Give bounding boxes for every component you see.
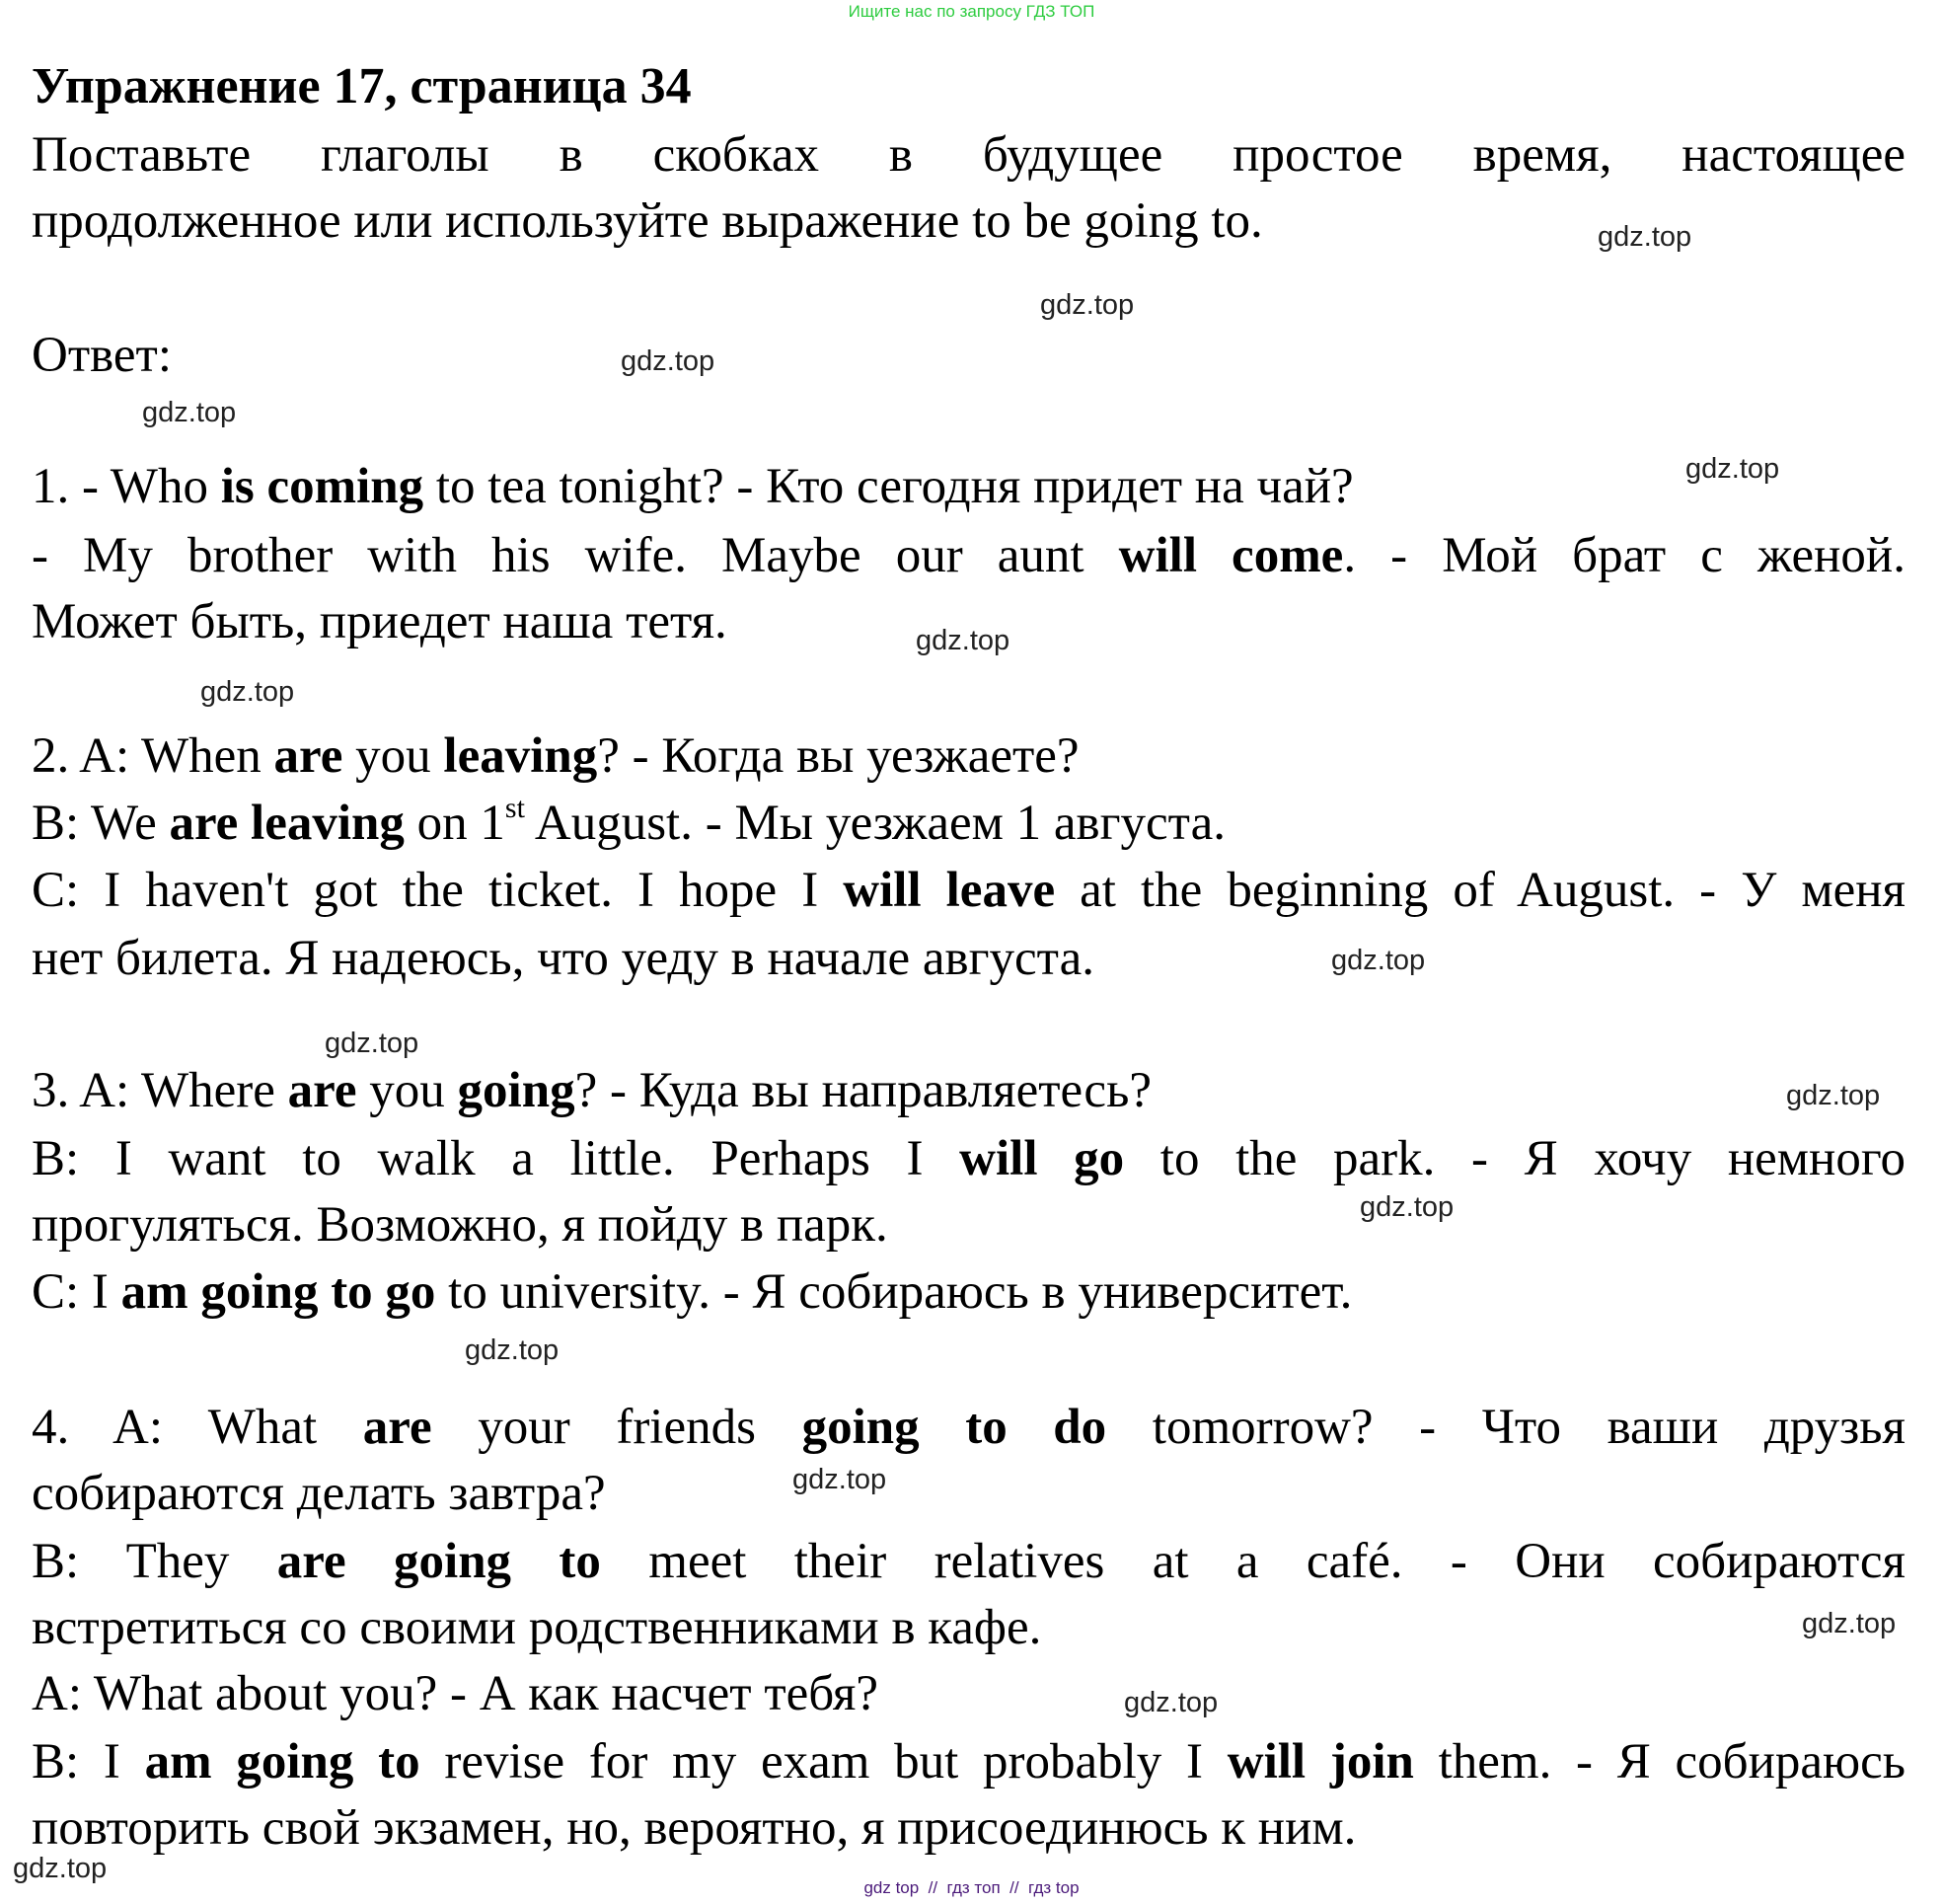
text-line — [32, 1598, 1906, 1657]
bold-answer: are leaving — [169, 796, 405, 851]
text-segment: C: I haven't got the ticket. I hope I — [32, 863, 844, 918]
text-segment: revise for my exam but probably I — [419, 1734, 1228, 1790]
watermark: gdz.top — [325, 1028, 419, 1059]
text-segment: 4. A: What — [32, 1400, 363, 1455]
text-segment: B: I want to walk a little. Perhaps I — [32, 1131, 960, 1186]
watermark: gdz.top — [1786, 1080, 1881, 1111]
bold-answer: am going to — [144, 1734, 420, 1790]
text-segment: B: They — [32, 1534, 277, 1589]
watermark: gdz.top — [1040, 289, 1135, 321]
text-segment: C: I — [32, 1264, 121, 1320]
text-segment: meet their relatives at a café. - Они собираются — [600, 1534, 1906, 1589]
text-segment: прогуляться. Возможно, я пойду в парк. — [32, 1197, 888, 1253]
text-segment: ? - Куда вы направляетесь? — [574, 1063, 1152, 1118]
text-segment: 3. A: Where — [32, 1063, 288, 1118]
text-segment: to tea tonight? - Кто сегодня придет на чай? — [423, 459, 1354, 514]
text-segment: встретиться со своими родственниками в кафе. — [32, 1600, 1042, 1655]
text-line — [32, 1532, 1906, 1591]
text-line — [32, 794, 1906, 853]
watermark: gdz.top — [1124, 1687, 1219, 1718]
watermark: gdz.top — [916, 625, 1010, 656]
bold-answer: are — [362, 1400, 432, 1455]
watermark: gdz.top — [465, 1334, 560, 1366]
text-segment: B: We — [32, 796, 170, 851]
bold-answer: will come — [1118, 528, 1344, 583]
text-line — [32, 1464, 1906, 1523]
text-segment: - My brother with his wife. Maybe our aunt — [32, 528, 1119, 583]
text-segment: продолженное или используйте выражение to be going to. — [32, 193, 1263, 249]
text-segment: you — [342, 728, 444, 784]
bold-answer: are — [287, 1063, 357, 1118]
text-segment: . - Мой брат с женой. — [1343, 528, 1906, 583]
text-segment: Может быть, приедет наша тетя. — [32, 594, 727, 649]
watermark: gdz.top — [142, 397, 237, 428]
text-segment: them. - Я собираюсь — [1413, 1734, 1906, 1790]
watermark: gdz.top — [621, 345, 715, 377]
text-line — [32, 1262, 1906, 1322]
text-segment: ? - Когда вы уезжаете? — [597, 728, 1080, 784]
watermark: gdz.top — [792, 1464, 887, 1495]
watermark: gdz.top — [1598, 221, 1692, 253]
text-segment: to university. - Я собираюсь в университет. — [435, 1264, 1353, 1320]
text-line — [32, 929, 1906, 988]
page-title: Упражнение 17, страница 34 — [32, 58, 692, 114]
text-line — [32, 1664, 1906, 1723]
bold-answer: going — [457, 1063, 575, 1118]
text-segment: you — [356, 1063, 458, 1118]
bold-answer: will join — [1227, 1734, 1414, 1790]
bold-answer: will go — [959, 1131, 1125, 1186]
bold-answer: is coming — [220, 459, 424, 514]
text-segment: on 1 — [404, 796, 505, 851]
text-segment: Поставьте глаголы в скобках в будущее простое время, настоящее — [32, 127, 1906, 183]
text-line — [32, 1398, 1906, 1457]
watermark: gdz.top — [1331, 945, 1426, 976]
bold-answer: will leave — [843, 863, 1056, 918]
text-line — [32, 1195, 1906, 1255]
bold-answer: am going to go — [120, 1264, 436, 1320]
text-line — [32, 726, 1906, 786]
watermark: gdz.top — [1360, 1191, 1455, 1223]
text-line — [32, 1129, 1906, 1188]
text-segment: B: I — [32, 1734, 145, 1790]
bold-answer: leaving — [443, 728, 598, 784]
text-line — [32, 457, 1906, 516]
text-segment: Ответ: — [32, 328, 172, 383]
text-segment: to the park. - Я хочу немного — [1124, 1131, 1906, 1186]
text-line — [32, 1732, 1906, 1791]
bold-answer: are — [273, 728, 343, 784]
text-line — [32, 1061, 1906, 1120]
watermark: gdz.top — [13, 1853, 108, 1884]
text-segment: tomorrow? - Что ваши друзья — [1106, 1400, 1906, 1455]
text-segment: 2. A: When — [32, 728, 274, 784]
text-segment: your friends — [431, 1400, 802, 1455]
watermark: gdz.top — [1802, 1608, 1897, 1639]
text-segment: August. - Мы уезжаем 1 августа. — [524, 796, 1226, 851]
text-segment: нет билета. Я надеюсь, что уеду в начале августа. — [32, 931, 1094, 986]
watermark: gdz.top — [200, 676, 295, 708]
top-banner: Ищите нас по запросу ГДЗ ТОП — [848, 2, 1095, 21]
text-line — [32, 1798, 1906, 1858]
superscript: st — [504, 792, 525, 824]
text-line — [32, 125, 1906, 185]
bold-answer: are going to — [276, 1534, 601, 1589]
text-segment: A: What about you? - А как насчет тебя? — [32, 1666, 879, 1721]
text-segment: 1. - Who — [32, 459, 221, 514]
watermark: gdz.top — [1685, 453, 1780, 485]
text-line — [32, 861, 1906, 920]
text-segment: повторить свой экзамен, но, вероятно, я присоединюсь к ним. — [32, 1800, 1357, 1856]
text-line — [32, 526, 1906, 585]
text-line — [32, 326, 1906, 385]
text-segment: at the beginning of August. - У меня — [1055, 863, 1906, 918]
text-segment: собираются делать завтра? — [32, 1466, 606, 1521]
bold-answer: going to do — [801, 1400, 1107, 1455]
footer: gdz top // гдз топ // гдз top — [863, 1878, 1080, 1897]
